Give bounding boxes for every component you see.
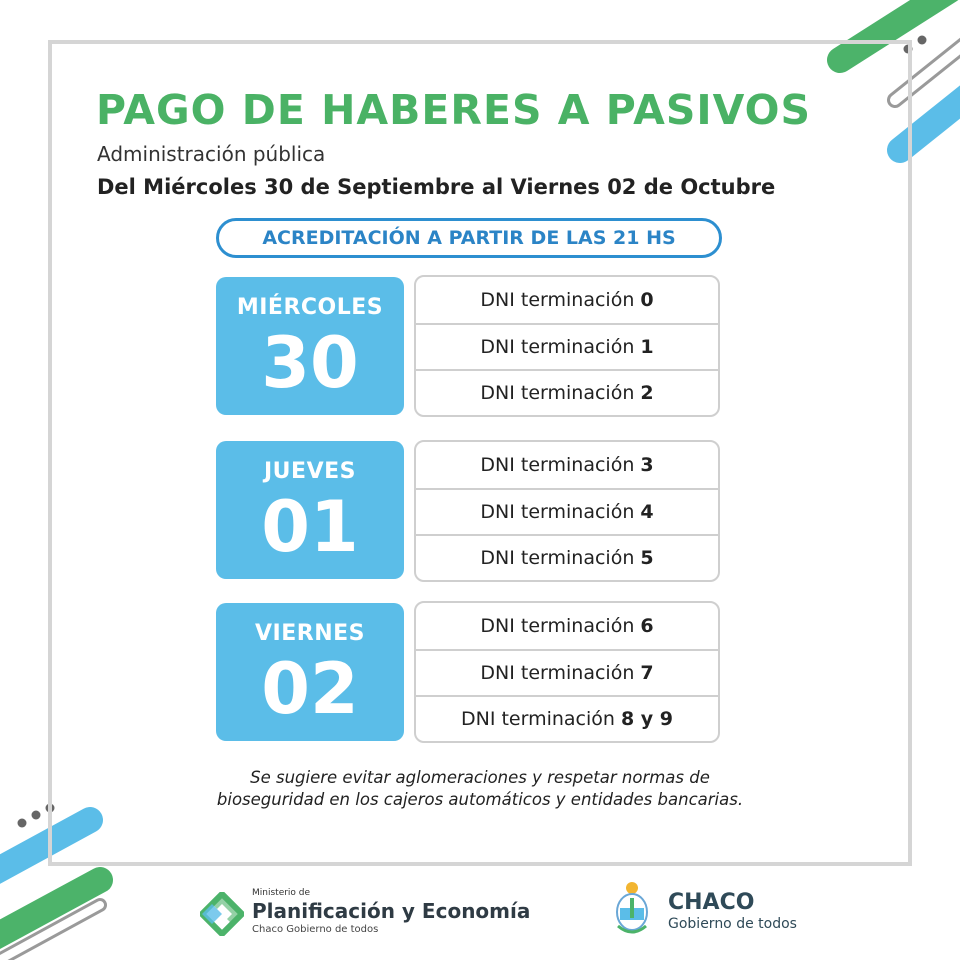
province-slogan: Gobierno de todos [668, 916, 797, 932]
dni-label: DNI terminación [480, 546, 635, 569]
ministerio-name: Planificación y Economía [252, 899, 531, 923]
day-number: 30 [261, 322, 359, 404]
chaco-logo [612, 880, 832, 940]
ministerio-label: Ministerio de [252, 888, 311, 898]
list-item [416, 695, 718, 741]
dni-digit: 3 [640, 453, 654, 476]
list-item [416, 534, 718, 580]
accreditation-banner-label: ACREDITACIÓN A PARTIR DE LAS 21 HS [262, 227, 676, 249]
province-name: CHACO [668, 890, 755, 915]
ministerio-diamond-icon [200, 892, 244, 936]
day-number: 02 [261, 648, 359, 730]
dni-label: DNI terminación [480, 661, 635, 684]
dni-digit: 4 [640, 500, 654, 523]
day-card-thursday [216, 441, 404, 579]
biosecurity-note: Se sugiere evitar aglomeraciones y respetar normas de bioseguridad en los cajeros automáticos y entidades bancarias. [216, 768, 744, 809]
day-name: MIÉRCOLES [236, 295, 384, 320]
list-item [416, 442, 718, 488]
province-seal-icon [612, 880, 652, 940]
dni-label: DNI terminación [480, 288, 635, 311]
dni-digit: 0 [640, 288, 654, 311]
page-title: PAGO DE HABERES A PASIVOS [96, 86, 811, 134]
day-name: JUEVES [264, 459, 356, 484]
dni-list-wednesday [414, 275, 720, 417]
date-range: Del Miércoles 30 de Septiembre al Viernes 02 de Octubre [97, 175, 776, 199]
day-card-friday [216, 603, 404, 741]
list-item [416, 277, 718, 323]
dni-digit: 8 y 9 [620, 707, 674, 730]
dni-digit: 1 [640, 335, 654, 358]
list-item [416, 369, 718, 415]
accreditation-banner [216, 218, 722, 258]
dni-list-thursday [414, 440, 720, 582]
dni-label: DNI terminación [460, 707, 615, 730]
dni-digit: 7 [640, 661, 654, 684]
day-name: VIERNES [255, 621, 365, 646]
dni-digit: 2 [640, 381, 654, 404]
dni-list-friday [414, 601, 720, 743]
dni-label: DNI terminación [480, 381, 635, 404]
dni-digit: 5 [640, 546, 654, 569]
dni-label: DNI terminación [480, 500, 635, 523]
ministerio-logo [200, 888, 531, 938]
day-number: 01 [261, 486, 359, 568]
dni-label: DNI terminación [480, 614, 635, 637]
list-item [416, 603, 718, 649]
ministerio-subtitle: Chaco Gobierno de todos [252, 924, 379, 935]
dni-label: DNI terminación [480, 453, 635, 476]
day-card-wednesday [216, 277, 404, 415]
dni-digit: 6 [640, 614, 654, 637]
list-item [416, 488, 718, 534]
list-item [416, 323, 718, 369]
dni-label: DNI terminación [480, 335, 635, 358]
page-subtitle: Administración pública [97, 142, 326, 166]
list-item [416, 649, 718, 695]
